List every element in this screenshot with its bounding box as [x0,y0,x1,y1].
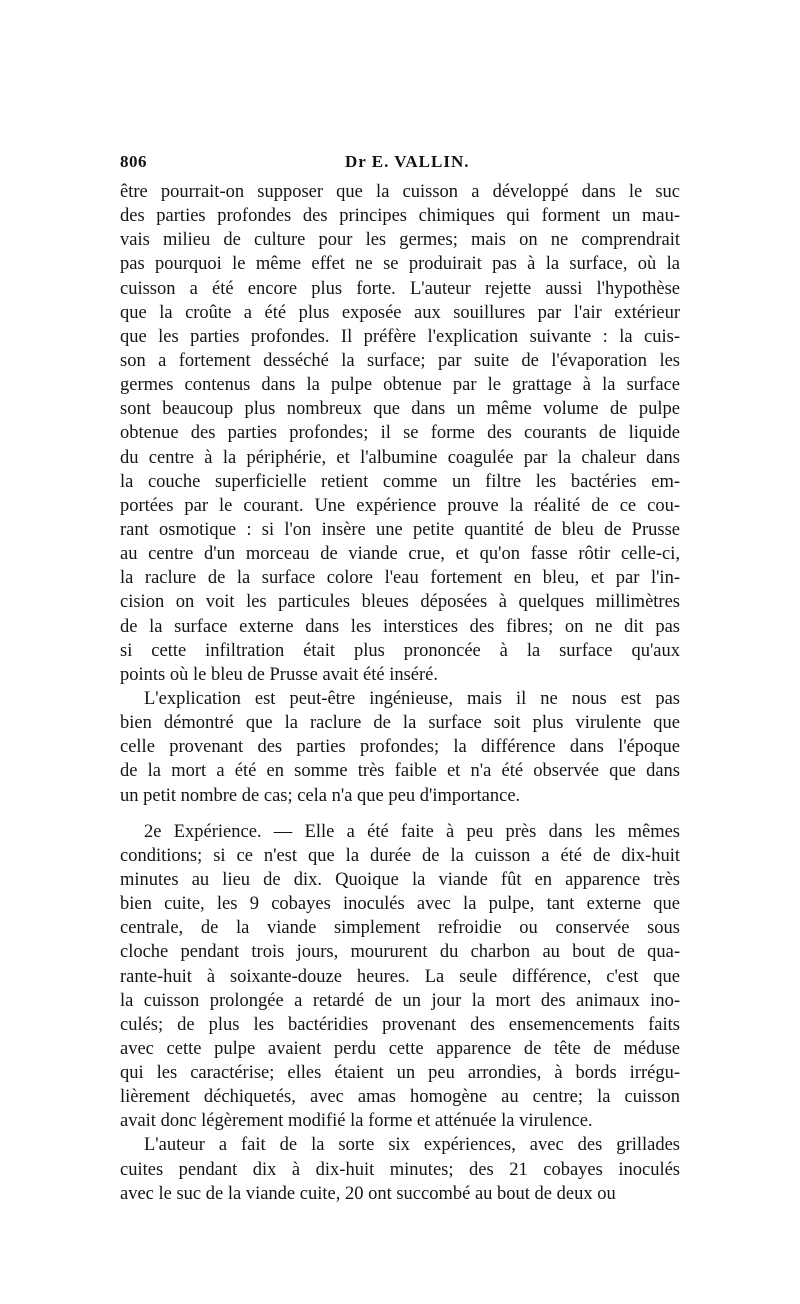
paragraph [120,820,680,1206]
text-line: cloche pendant trois jours, moururent du charbon au bout de qua- [120,942,680,963]
text-line: au centre d'un morceau de viande crue, et qu'on fasse rôtir celle-ci, [120,544,680,565]
text-line: que les parties profondes. Il préfère l'explication suivante : la cuis- [120,326,680,347]
text-line: de la surface externe dans les interstices des fibres; on ne dit pas [120,616,680,637]
page-header [120,152,680,178]
text-line: points où le bleu de Prusse avait été inséré. [120,664,439,685]
text-line: cuisson a été encore plus forte. L'auteur rejette aussi l'hypothèse [120,278,680,299]
text-line: rante-huit à soixante-douze heures. La seule différence, c'est que [120,966,680,987]
text-line: pas pourquoi le même effet ne se produirait pas à la surface, où la [120,254,680,275]
text-line: conditions; si ce n'est que la durée de la cuisson a été de dix-huit [120,845,680,866]
text-line: si cette infiltration était plus prononcée à la surface qu'aux [120,640,680,661]
text-line: rant osmotique : si l'on insère une petite quantité de bleu de Prusse [120,519,680,540]
text-line: bien cuite, les 9 cobayes inoculés avec la pulpe, tant externe que [120,894,680,915]
page-number: 806 [120,152,147,171]
text-line: avec cette pulpe avaient perdu cette apparence de tête de méduse [120,1038,680,1059]
text-line: son a fortement desséché la surface; par suite de l'évaporation les [120,350,680,371]
text-line: des parties profondes des principes chimiques qui forment un mau- [120,206,680,227]
text-line: être pourrait-on supposer que la cuisson a développé dans le suc [120,182,680,202]
text-line: culés; de plus les bactéridies provenant des ensemencements faits [120,1014,680,1035]
text-line: avait donc légèrement modifié la forme et atténuée la virulence. [120,1111,593,1132]
paragraph-gap [120,808,680,820]
paragraph [120,180,680,687]
text-line: sont beaucoup plus nombreux que dans un même volume de pulpe [120,399,680,420]
text-line: germes contenus dans la pulpe obtenue par le grattage à la surface [120,375,680,396]
text-line: la cuisson prolongée a retardé de un jour la mort des animaux ino- [120,990,680,1011]
text-line: celle provenant des parties profondes; la différence dans l'époque [120,737,680,758]
paragraph [120,687,680,808]
body-text [120,180,680,1206]
text-line: obtenue des parties profondes; il se forme des courants de liquide [120,423,680,444]
text-line: du centre à la périphérie, et l'albumine coagulée par la chaleur dans [120,447,680,468]
running-head: Dr E. VALLIN. [345,152,470,171]
text-line: centrale, de la viande simplement refroidie ou conservée sous [120,918,680,939]
text-line: de la mort a été en somme très faible et n'a été observée que dans [120,761,680,782]
text-line: L'auteur a fait de la sorte six expériences, avec des grillades [144,1135,680,1156]
text-line: que la croûte a été plus exposée aux souillures par l'air extérieur [120,302,680,323]
text-line: bien démontré que la raclure de la surface soit plus virulente que [120,713,680,734]
text-line: un petit nombre de cas; cela n'a que peu d'importance. [120,785,521,806]
text-line: 2e Expérience. — Elle a été faite à peu près dans les mêmes [144,821,680,842]
text-line: lièrement déchiquetés, avec amas homogène au centre; la cuisson [120,1087,680,1108]
text-line: vais milieu de culture pour les germes; mais on ne comprendrait [120,230,680,251]
text-line: la couche superficielle retient comme un filtre les bactéries em- [120,471,680,492]
text-line: L'explication est peut-être ingénieuse, mais il ne nous est pas [144,688,680,709]
text-line: avec le suc de la viande cuite, 20 ont succombé au bout de deux ou [120,1183,616,1204]
text-line: la raclure de la surface colore l'eau fortement en bleu, et par l'in- [120,568,680,589]
text-line: portées par le courant. Une expérience prouve la réalité de ce cou- [120,495,680,516]
text-line: qui les caractérise; elles étaient un peu arrondies, à bords irrégu- [120,1063,680,1084]
text-line: cision on voit les particules bleues déposées à quelques millimètres [120,592,680,613]
text-line: cuites pendant dix à dix-huit minutes; des 21 cobayes inoculés [120,1159,680,1180]
text-line: minutes au lieu de dix. Quoique la viande fût en apparence très [120,869,680,890]
